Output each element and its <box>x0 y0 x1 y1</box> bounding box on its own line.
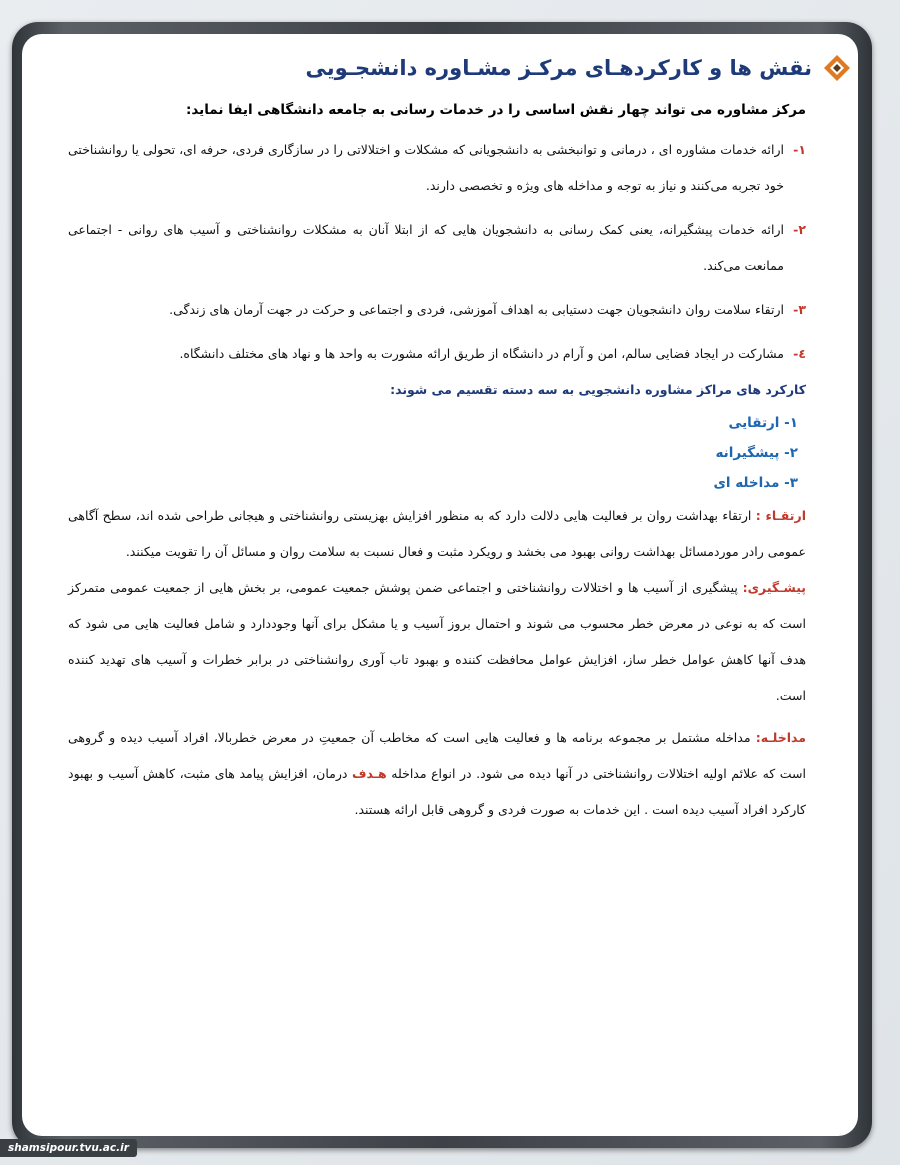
promotion-definition <box>68 498 806 570</box>
role-number: ٤- <box>793 346 806 361</box>
category-promotion: ۱- ارتقایی <box>728 415 798 431</box>
role-text: ارائه خدمات مشاوره ای ، درمانی و توانبخشی به دانشجویانی که مشکلات و اختلالاتی را در سازگاری فردی، حرفه ای، تحولی یا روانشناختی خود تجربه می‌کنند و نیاز به توجه و مداخله های ویژه و تخصصی دارند. <box>68 142 784 193</box>
role-item <box>68 212 806 284</box>
role-text: ارائه خدمات پیشگیرانه، یعنی کمک رسانی به دانشجویان هایی که از ابتلا آنان به مشکلات روانشناختی و آسیب های روانی - اجتماعی ممانعت می‌کند. <box>68 222 784 273</box>
category-intervention: ۳- مداخله ای <box>713 475 798 491</box>
intervention-definition <box>68 720 806 828</box>
intervention-highlight: هـدف <box>352 766 387 781</box>
intervention-term: مداخلـه: <box>755 730 806 745</box>
functions-heading: کارکرد های مراکز مشاوره دانشجویی به سه دسته تقسیم می شوند: <box>390 382 806 397</box>
role-text: مشارکت در ایجاد فضایی سالم، امن و آرام در دانشگاه از طریق ارائه مشورت به واحد ها و نهاد های مختلف دانشگاه. <box>179 346 784 361</box>
role-number: ۳- <box>793 302 806 317</box>
category-prevention: ۲- پیشگیرانه <box>715 445 798 461</box>
diamond-icon <box>822 53 852 83</box>
role-item <box>68 292 806 328</box>
intervention-text-1: مداخله مشتمل بر مجموعه برنامه ها و فعالیت هایی است که مخاطب آن جمعیتِ در معرض خطربالا، افراد آسیب دیده و گروهی است که علائم اولیه اختلالات روانشناختی در آنها دیده می شود. در انواع مداخله <box>68 730 807 781</box>
promotion-text: ارتقاء بهداشت روان بر فعالیت هایی دلالت دارد که به منظور افزایش بهزیستی روانشناختی و هیجانی طراحی شده اند، سطح آگاهی عمومی رادر موردمسائل بهداشت روانی بهبود می بخشد و رویکرد مثبت و فعال نسبت به سلامت روان و مسائل آن را تقویت میکنند. <box>68 508 806 559</box>
prevention-definition <box>68 570 806 714</box>
page-title: نقش ها و کارکردهـای مرکـز مشـاوره دانشجـویی <box>305 56 812 80</box>
prevention-text: پیشگیری از آسیب ها و اختلالات روانشناختی و اجتماعی ضمن پوشش جمعیت عمومی، بر بخش هایی از جمعیت عمومی متمرکز است که به نوعی در معرض خطر محسوب می شوند و احتمال بروز آسیب و یا مشکل برای آنها وجوددارد و شامل فعالیت هایی می شود که هدف آنها کاهش عوامل خطر ساز، افزایش عوامل محافظت کننده و بهبود تاب آوری روانشناختی در برابر خطرات و آسیب های تهدید کننده است. <box>68 580 806 703</box>
role-text: ارتقاء سلامت روان دانشجویان جهت دستیابی به اهداف آموزشی، فردی و اجتماعی و حرکت در جهت آرمان های زندگی. <box>169 302 784 317</box>
website-watermark: shamsipour.tvu.ac.ir <box>0 1139 137 1157</box>
document-body <box>68 100 806 828</box>
prevention-term: پیشـگیری: <box>742 580 806 595</box>
role-number: ۲- <box>793 222 806 237</box>
promotion-term: ارتقـاء : <box>755 508 806 523</box>
intro-text: مرکز مشاوره می تواند چهار نقش اساسی را در خدمات رسانی به جامعه دانشگاهی ایفا نماید: <box>185 102 806 118</box>
role-number: ۱- <box>793 142 806 157</box>
page-header <box>306 52 853 84</box>
role-item <box>68 132 806 204</box>
role-item <box>68 336 806 372</box>
intervention-text-2: درمان، افزایش پیامد های مثبت، کاهش آسیب و بهبود کارکرد افراد آسیب دیده است . این خدمات به صورت فردی و گروهی قابل ارائه هستند. <box>68 766 806 817</box>
